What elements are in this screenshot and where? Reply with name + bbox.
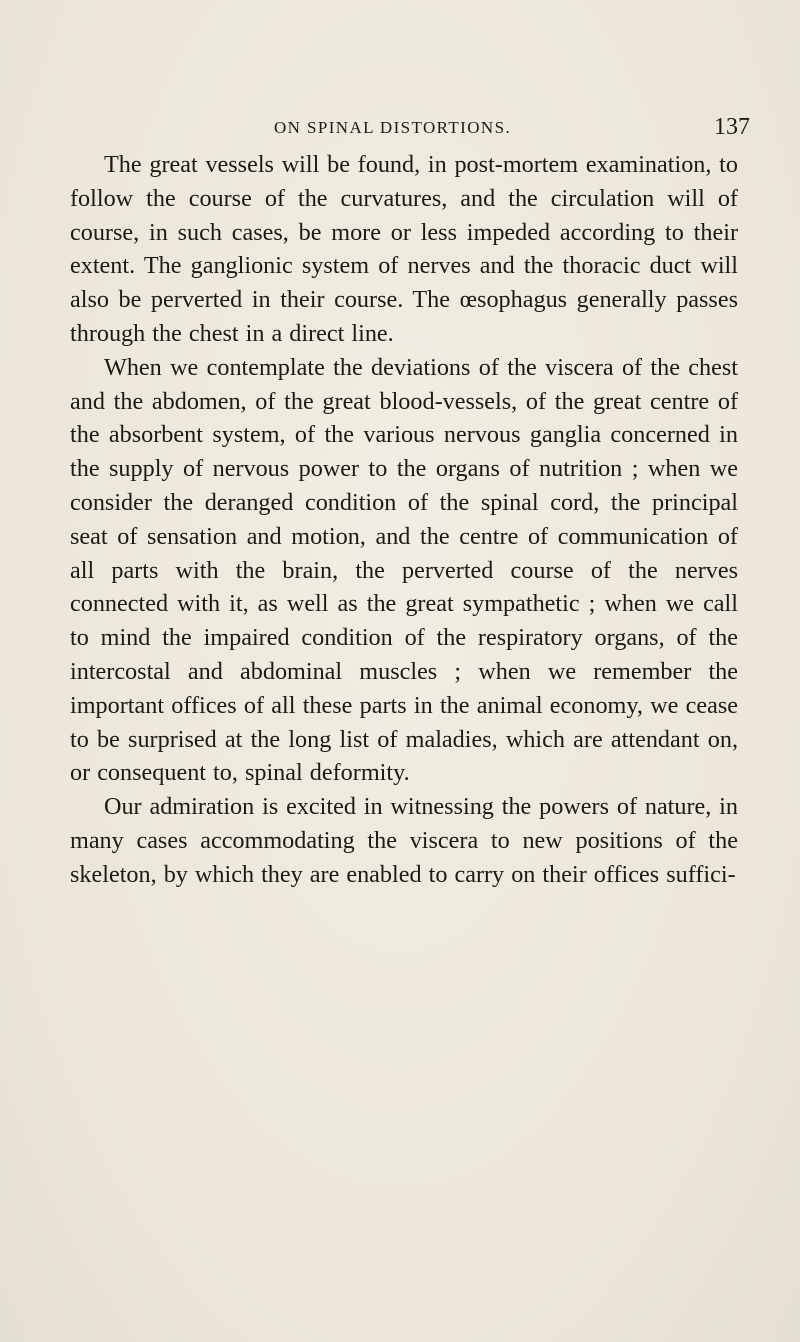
paragraph: The great vessels will be found, in post-mortem examination, to follow the course of the curvatures, and the circulation will of course, in such cases, be more or less impeded according to their extent. The ganglionic system of nerves and the thoracic duct will also be perverted in their course. The œsophagus generally passes through the chest in a direct line.	[70, 151, 738, 347]
page-number: 137	[714, 114, 750, 140]
body-text	[70, 148, 738, 892]
running-title: ON SPINAL DISTORTIONS.	[274, 118, 512, 137]
page-header	[0, 114, 800, 144]
paragraph: When we contemplate the deviations of the viscera of the chest and the abdomen, of the great blood-vessels, of the great centre of the absorbent system, of the various nervous ganglia concerned in the supply of nervous power to the organs of nutrition ; when we consider the deranged condition of the spinal cord, the principal seat of sensation and motion, and the centre of communication of all parts with the brain, the perverted course of the nerves connected with it, as well as the great sympathetic ; when we call to mind the impaired condition of the respiratory organs, of the intercostal and abdominal muscles ; when we remember the important offices of all these parts in the animal economy, we cease to be surprised at the long list of maladies, which are attendant on, or consequent to, spinal deformity.	[70, 353, 738, 787]
paragraph: Our admiration is excited in witnessing the powers of nature, in many cases accommodating the viscera to new positions of the skeleton, by which they are enabled to carry on their offices suffici-	[70, 793, 738, 888]
